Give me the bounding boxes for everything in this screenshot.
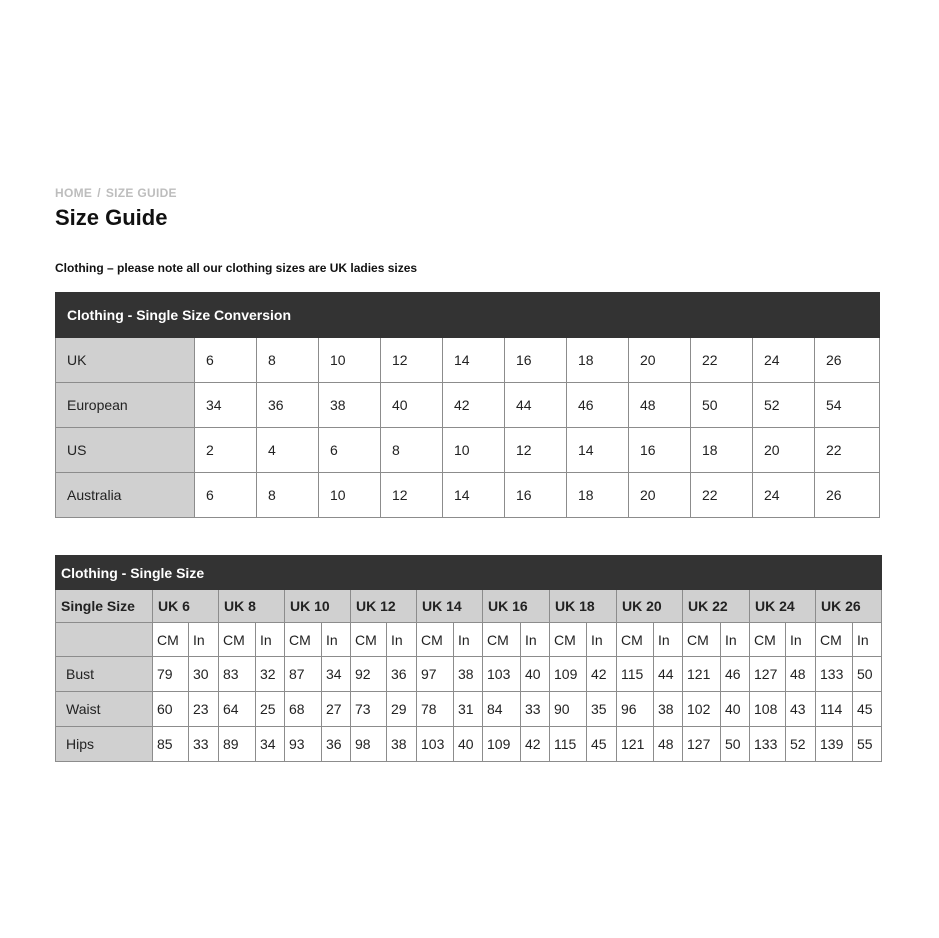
conversion-cell: 20	[629, 473, 691, 518]
conversion-cell: 16	[505, 473, 567, 518]
measurement-cell: 43	[786, 692, 816, 727]
unit-in: In	[256, 623, 285, 657]
measurement-cell: 114	[816, 692, 853, 727]
unit-cm: CM	[750, 623, 786, 657]
unit-in: In	[454, 623, 483, 657]
measurement-cell: 90	[550, 692, 587, 727]
breadcrumb-separator: /	[97, 186, 101, 200]
measurement-cell: 103	[483, 657, 521, 692]
conversion-cell: 40	[381, 383, 443, 428]
unit-in: In	[654, 623, 683, 657]
measurement-cell: 36	[322, 727, 351, 762]
conversion-cell: 16	[629, 428, 691, 473]
measurement-cell: 121	[617, 727, 654, 762]
unit-cm: CM	[683, 623, 721, 657]
size-column-header: UK 24	[750, 590, 816, 623]
measurement-row	[56, 692, 882, 727]
measurement-cell: 115	[617, 657, 654, 692]
measurement-cell: 30	[189, 657, 219, 692]
measurement-cell: 89	[219, 727, 256, 762]
conversion-cell: 8	[257, 473, 319, 518]
unit-in: In	[189, 623, 219, 657]
units-row	[56, 623, 882, 657]
conversion-cell: 4	[257, 428, 319, 473]
measurements-corner-label: Single Size	[56, 590, 153, 623]
measurement-cell: 93	[285, 727, 322, 762]
conversion-row	[56, 473, 880, 518]
measurement-cell: 85	[153, 727, 189, 762]
conversion-cell: 12	[381, 338, 443, 383]
measurement-cell: 38	[654, 692, 683, 727]
measurement-cell: 109	[483, 727, 521, 762]
measurement-cell: 139	[816, 727, 853, 762]
measurement-cell: 38	[387, 727, 417, 762]
unit-cm: CM	[285, 623, 322, 657]
conversion-cell: 18	[567, 473, 629, 518]
conversion-cell: 6	[195, 338, 257, 383]
unit-cm: CM	[351, 623, 387, 657]
conversion-cell: 48	[629, 383, 691, 428]
unit-in: In	[521, 623, 550, 657]
unit-cm: CM	[617, 623, 654, 657]
unit-in: In	[587, 623, 617, 657]
measurements-table-title: Clothing - Single Size	[56, 556, 882, 590]
breadcrumb-current: SIZE GUIDE	[105, 186, 177, 200]
measurement-cell: 45	[587, 727, 617, 762]
measurement-cell: 133	[816, 657, 853, 692]
conversion-table-title: Clothing - Single Size Conversion	[56, 293, 880, 338]
measurement-cell: 98	[351, 727, 387, 762]
measurement-cell: 115	[550, 727, 587, 762]
measurement-cell: 48	[654, 727, 683, 762]
measurement-cell: 36	[387, 657, 417, 692]
measurement-cell: 64	[219, 692, 256, 727]
conversion-cell: 26	[815, 338, 880, 383]
measurements-table-title-row	[56, 556, 882, 590]
conversion-row	[56, 383, 880, 428]
measurement-cell: 46	[721, 657, 750, 692]
conversion-cell: 34	[195, 383, 257, 428]
conversion-cell: 50	[691, 383, 753, 428]
measurement-cell: 40	[521, 657, 550, 692]
conversion-cell: 8	[257, 338, 319, 383]
conversion-cell: 38	[319, 383, 381, 428]
size-conversion-table	[55, 292, 880, 518]
conversion-table-title-row	[56, 293, 880, 338]
measurement-cell: 79	[153, 657, 189, 692]
breadcrumb	[55, 186, 177, 200]
conversion-cell: 2	[195, 428, 257, 473]
measurement-cell: 97	[417, 657, 454, 692]
unit-in: In	[387, 623, 417, 657]
measurement-cell: 83	[219, 657, 256, 692]
conversion-row-label: European	[56, 383, 195, 428]
conversion-cell: 12	[505, 428, 567, 473]
measurement-cell: 52	[786, 727, 816, 762]
unit-cm: CM	[153, 623, 189, 657]
measurement-cell: 92	[351, 657, 387, 692]
conversion-row	[56, 428, 880, 473]
conversion-cell: 24	[753, 473, 815, 518]
size-column-header: UK 14	[417, 590, 483, 623]
measurement-cell: 34	[322, 657, 351, 692]
measurement-cell: 29	[387, 692, 417, 727]
conversion-row-label: UK	[56, 338, 195, 383]
conversion-cell: 42	[443, 383, 505, 428]
measurement-cell: 23	[189, 692, 219, 727]
measurements-header-row	[56, 590, 882, 623]
size-measurements-table	[55, 555, 882, 762]
conversion-cell: 12	[381, 473, 443, 518]
conversion-cell: 44	[505, 383, 567, 428]
measurement-cell: 45	[853, 692, 882, 727]
measurement-cell: 55	[853, 727, 882, 762]
measurement-cell: 73	[351, 692, 387, 727]
measurement-cell: 109	[550, 657, 587, 692]
unit-in: In	[786, 623, 816, 657]
size-column-header: UK 26	[816, 590, 882, 623]
measurement-cell: 102	[683, 692, 721, 727]
size-column-header: UK 10	[285, 590, 351, 623]
conversion-cell: 26	[815, 473, 880, 518]
conversion-row	[56, 338, 880, 383]
conversion-cell: 22	[815, 428, 880, 473]
unit-cm: CM	[483, 623, 521, 657]
conversion-row-label: Australia	[56, 473, 195, 518]
conversion-cell: 10	[319, 338, 381, 383]
measurement-cell: 121	[683, 657, 721, 692]
conversion-cell: 8	[381, 428, 443, 473]
measurement-cell: 35	[587, 692, 617, 727]
size-column-header: UK 12	[351, 590, 417, 623]
measurement-cell: 31	[454, 692, 483, 727]
units-row-blank	[56, 623, 153, 657]
measurement-cell: 44	[654, 657, 683, 692]
measurement-cell: 133	[750, 727, 786, 762]
conversion-cell: 52	[753, 383, 815, 428]
measurement-cell: 96	[617, 692, 654, 727]
measurement-cell: 50	[853, 657, 882, 692]
conversion-cell: 20	[753, 428, 815, 473]
unit-cm: CM	[816, 623, 853, 657]
measurement-cell: 103	[417, 727, 454, 762]
conversion-row-label: US	[56, 428, 195, 473]
conversion-cell: 46	[567, 383, 629, 428]
size-column-header: UK 18	[550, 590, 617, 623]
measurement-cell: 84	[483, 692, 521, 727]
size-column-header: UK 6	[153, 590, 219, 623]
measurement-row	[56, 727, 882, 762]
measurement-row	[56, 657, 882, 692]
conversion-cell: 14	[443, 473, 505, 518]
conversion-cell: 6	[319, 428, 381, 473]
measurement-row-label: Hips	[56, 727, 153, 762]
conversion-cell: 14	[443, 338, 505, 383]
conversion-cell: 22	[691, 473, 753, 518]
conversion-cell: 54	[815, 383, 880, 428]
measurement-cell: 60	[153, 692, 189, 727]
unit-cm: CM	[219, 623, 256, 657]
measurement-cell: 68	[285, 692, 322, 727]
measurement-cell: 33	[189, 727, 219, 762]
conversion-cell: 14	[567, 428, 629, 473]
unit-in: In	[853, 623, 882, 657]
measurement-cell: 32	[256, 657, 285, 692]
conversion-cell: 22	[691, 338, 753, 383]
size-column-header: UK 8	[219, 590, 285, 623]
unit-cm: CM	[417, 623, 454, 657]
unit-in: In	[721, 623, 750, 657]
measurement-cell: 42	[587, 657, 617, 692]
size-column-header: UK 22	[683, 590, 750, 623]
size-column-header: UK 20	[617, 590, 683, 623]
measurement-cell: 40	[454, 727, 483, 762]
measurement-cell: 42	[521, 727, 550, 762]
conversion-cell: 18	[691, 428, 753, 473]
conversion-cell: 6	[195, 473, 257, 518]
measurement-cell: 127	[750, 657, 786, 692]
clothing-size-note: Clothing – please note all our clothing sizes are UK ladies sizes	[55, 261, 418, 275]
measurement-cell: 27	[322, 692, 351, 727]
measurement-row-label: Waist	[56, 692, 153, 727]
conversion-cell: 24	[753, 338, 815, 383]
measurement-cell: 78	[417, 692, 454, 727]
measurement-cell: 48	[786, 657, 816, 692]
conversion-cell: 16	[505, 338, 567, 383]
measurement-cell: 33	[521, 692, 550, 727]
measurement-cell: 34	[256, 727, 285, 762]
conversion-cell: 10	[443, 428, 505, 473]
measurement-cell: 40	[721, 692, 750, 727]
conversion-cell: 18	[567, 338, 629, 383]
unit-cm: CM	[550, 623, 587, 657]
conversion-cell: 10	[319, 473, 381, 518]
measurement-cell: 87	[285, 657, 322, 692]
conversion-cell: 20	[629, 338, 691, 383]
conversion-cell: 36	[257, 383, 319, 428]
measurement-row-label: Bust	[56, 657, 153, 692]
measurement-cell: 127	[683, 727, 721, 762]
measurement-cell: 25	[256, 692, 285, 727]
measurement-cell: 50	[721, 727, 750, 762]
unit-in: In	[322, 623, 351, 657]
size-column-header: UK 16	[483, 590, 550, 623]
measurement-cell: 38	[454, 657, 483, 692]
page-title: Size Guide	[55, 205, 168, 230]
measurement-cell: 108	[750, 692, 786, 727]
breadcrumb-home-link[interactable]: HOME	[55, 186, 93, 200]
